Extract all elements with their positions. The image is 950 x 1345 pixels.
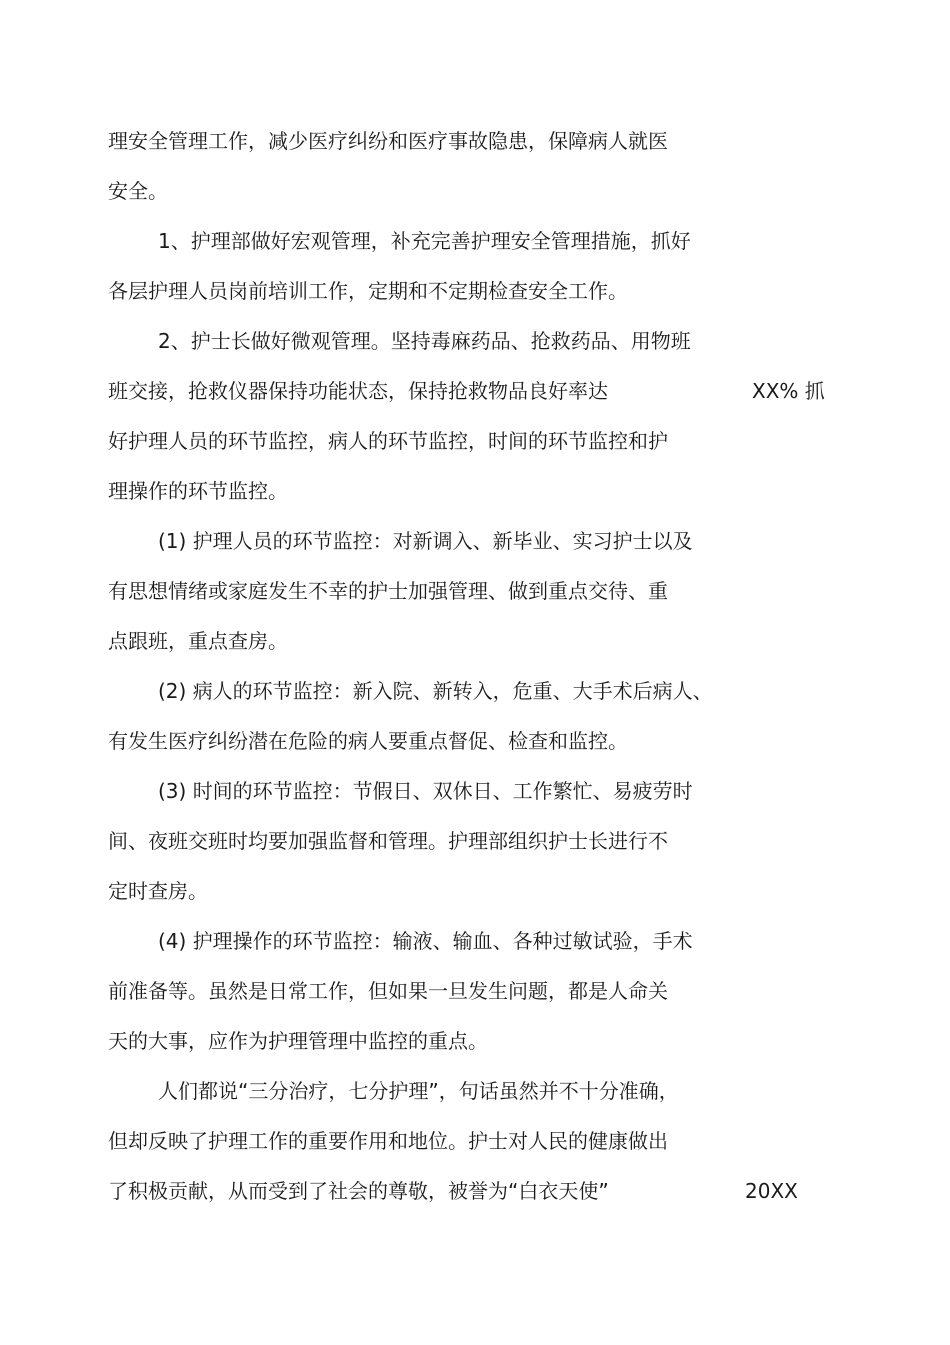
text-line-22: 了积极贡献，从而受到了社会的尊敬，被誉为“白衣天使”	[108, 1179, 609, 1203]
text-line-14: (3) 时间的环节监控：节假日、双休日、工作繁忙、易疲劳时	[158, 779, 693, 803]
text-line-9: (1) 护理人员的环节监控：对新调入、新毕业、实习护士以及	[158, 529, 693, 553]
text-line-1: 理安全管理工作，减少医疗纠纷和医疗事故隐患，保障病人就医	[108, 129, 668, 153]
text-line-17: (4) 护理操作的环节监控：输液、输血、各种过敏试验，手术	[158, 929, 693, 953]
text-line-13: 有发生医疗纠纷潜在危险的病人要重点督促、检查和监控。	[108, 729, 628, 753]
text-line-6: 班交接，抢救仪器保持功能状态，保持抢救物品良好率达	[108, 379, 608, 403]
text-line-3: 1、护理部做好宏观管理，补充完善护理安全管理措施，抓好	[158, 229, 691, 253]
text-line-22-tail: 20XX	[745, 1179, 798, 1203]
text-line-19: 天的大事，应作为护理管理中监控的重点。	[108, 1029, 488, 1053]
text-line-16: 定时查房。	[108, 879, 208, 903]
text-line-15: 间、夜班交班时均要加强监督和管理。护理部组织护士长进行不	[108, 829, 668, 853]
text-line-2: 安全。	[108, 179, 168, 203]
text-line-21: 但却反映了护理工作的重要作用和地位。护士对人民的健康做出	[108, 1129, 668, 1153]
text-line-4: 各层护理人员岗前培训工作，定期和不定期检查安全工作。	[108, 279, 628, 303]
text-line-10: 有思想情绪或家庭发生不幸的护士加强管理、做到重点交待、重	[108, 579, 668, 603]
text-line-20: 人们都说“三分治疗，七分护理”，句话虽然并不十分准确，	[158, 1079, 679, 1103]
text-line-11: 点跟班，重点查房。	[108, 629, 288, 653]
text-line-12: (2) 病人的环节监控：新入院、新转入，危重、大手术后病人、	[158, 679, 713, 703]
text-line-7: 好护理人员的环节监控，病人的环节监控，时间的环节监控和护	[108, 429, 668, 453]
text-line-5: 2、护士长做好微观管理。坚持毒麻药品、抢救药品、用物班	[158, 329, 691, 353]
text-line-6-tail: XX% 抓	[752, 379, 825, 403]
text-line-8: 理操作的环节监控。	[108, 479, 288, 503]
text-line-18: 前准备等。虽然是日常工作，但如果一旦发生问题，都是人命关	[108, 979, 668, 1003]
